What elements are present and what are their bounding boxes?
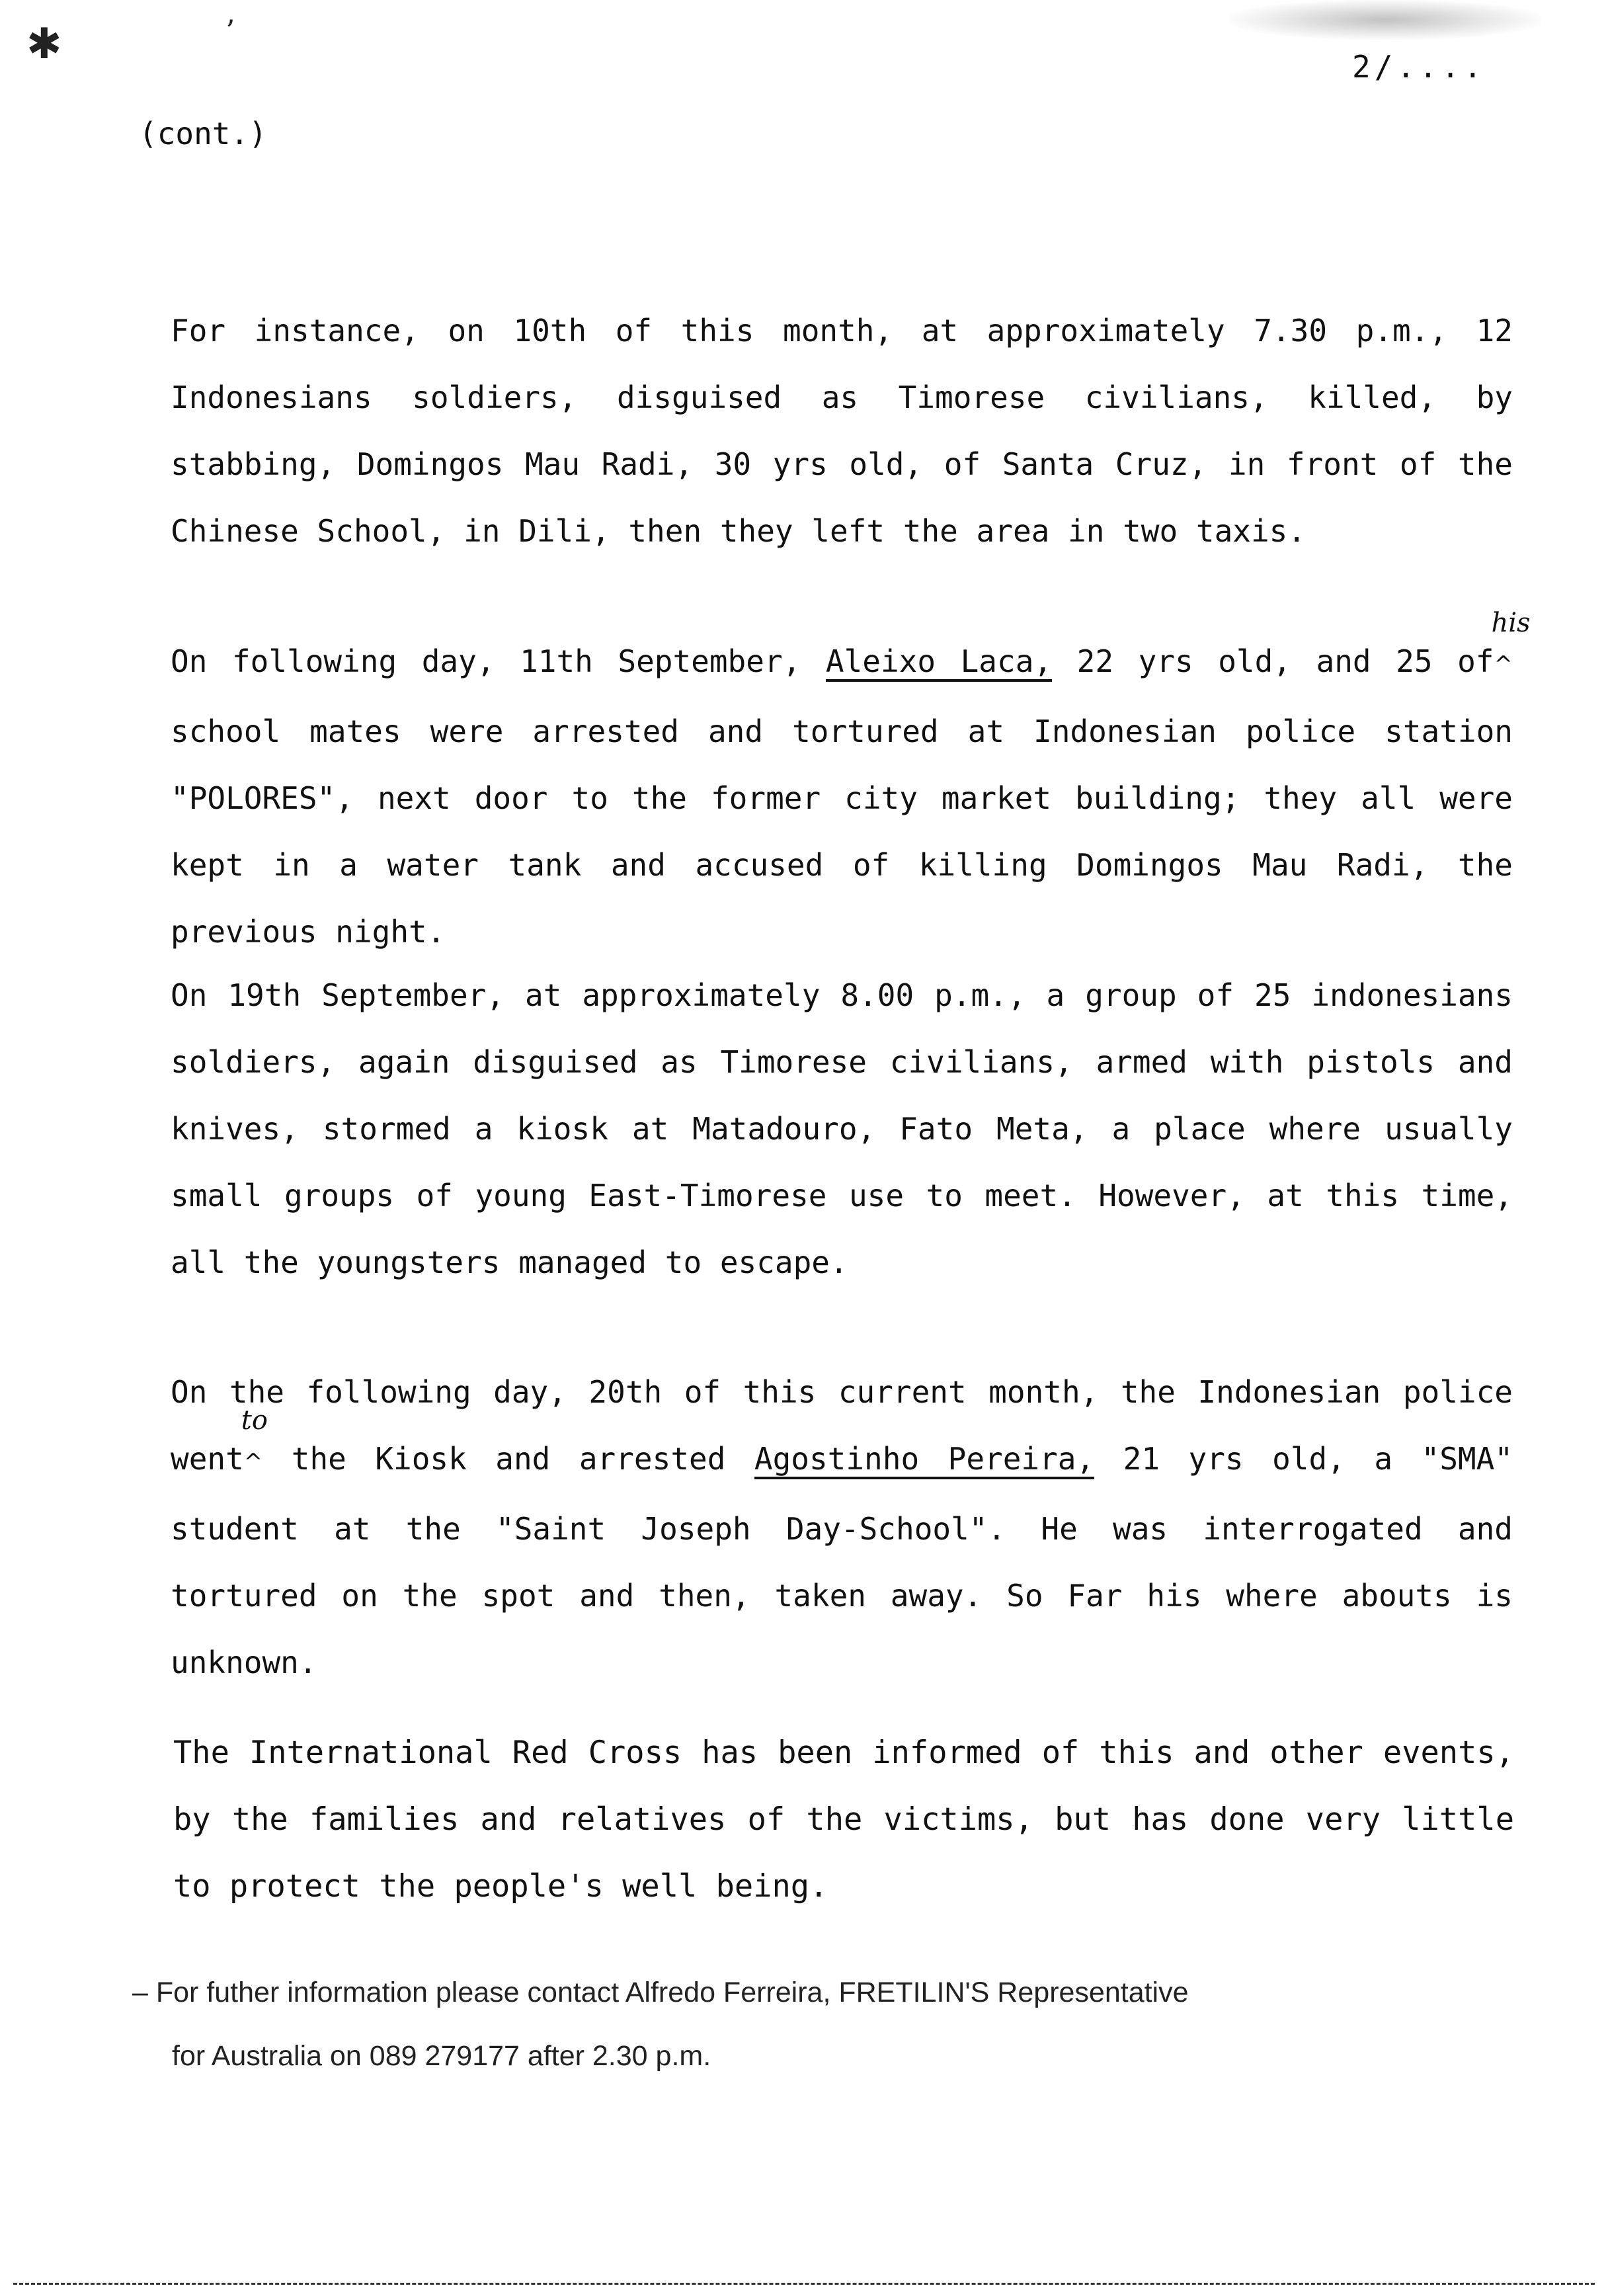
paragraph-text: school mates were arrested and tortured at Indonesian police station "POLORES", next door to the former city market building; they all were kept in a water tank and accused of killing Domingos Mau Radi, the previous night.	[171, 714, 1513, 950]
tear-line	[13, 2283, 1595, 2285]
paragraph-text: the Kiosk and arrested	[262, 1441, 754, 1477]
handwritten-insertion	[1491, 608, 1531, 698]
paragraph-text: The International Red Cross has been informed of this and other events, by the families and relatives of the victims, but has done very little to protect the people's well being.	[173, 1735, 1514, 1905]
paragraph-4	[171, 1359, 1513, 1696]
footer-line-1: – For futher information please contact Alfredo Ferreira, FRETILIN'S Representative	[132, 1977, 1189, 2008]
paragraph-2	[171, 608, 1531, 965]
paragraph-text: On following day, 11th September,	[171, 643, 826, 679]
paragraph-1	[171, 298, 1513, 565]
page-number: 2/....	[1352, 49, 1486, 85]
paragraph-text: For instance, on 10th of this month, at approximately 7.30 p.m., 12 Indonesians soldiers, disguised as Timorese civilians, killed, by stabbing, Domingos Mau Radi, 30 yrs old, of Santa Cruz, in front of the Chinese School, in Dili, then they left the area in two taxis.	[171, 313, 1513, 549]
underlined-name: Agostinho Pereira,	[754, 1441, 1094, 1479]
insertion-text: his	[1491, 608, 1531, 638]
caret-mark: ^	[243, 1449, 263, 1475]
insertion-text: to	[241, 1405, 268, 1436]
underlined-name: Aleixo Laca,	[826, 643, 1052, 682]
paragraph-text: On 19th September, at approximately 8.00 p.m., a group of 25 indonesians soldiers, again disguised as Timorese civilians, armed with pistols and knives, stormed a kiosk at Matadouro, Fato Meta, a place where usually small groups of young East-Timorese use to meet. However, at this time, all the youngsters managed to escape.	[171, 977, 1513, 1280]
handwritten-insertion	[241, 1405, 268, 1496]
paragraph-5	[173, 1719, 1514, 1920]
paragraph-text: On the following day, 20th of this current month, the Indonesian police went	[171, 1374, 1513, 1477]
paper-scuff	[1230, 0, 1541, 40]
margin-mark: ʼ	[225, 15, 234, 48]
continuation-label: (cont.)	[139, 116, 267, 151]
paragraph-text: 21 yrs old, a "SMA" student at the "Saint Joseph Day-School". He was interrogated and tortured on the spot and then, taken away. So Far his where abouts is unknown.	[171, 1441, 1513, 1680]
contact-footer	[132, 1961, 1521, 2088]
paragraph-text: 22 yrs old, and 25 of	[1052, 643, 1494, 679]
caret-mark: ^	[1494, 651, 1513, 678]
paragraph-3	[171, 962, 1513, 1296]
margin-mark: ✱	[26, 20, 62, 69]
footer-line-2: for Australia on 089 279177 after 2.30 p.m.	[172, 2040, 711, 2072]
